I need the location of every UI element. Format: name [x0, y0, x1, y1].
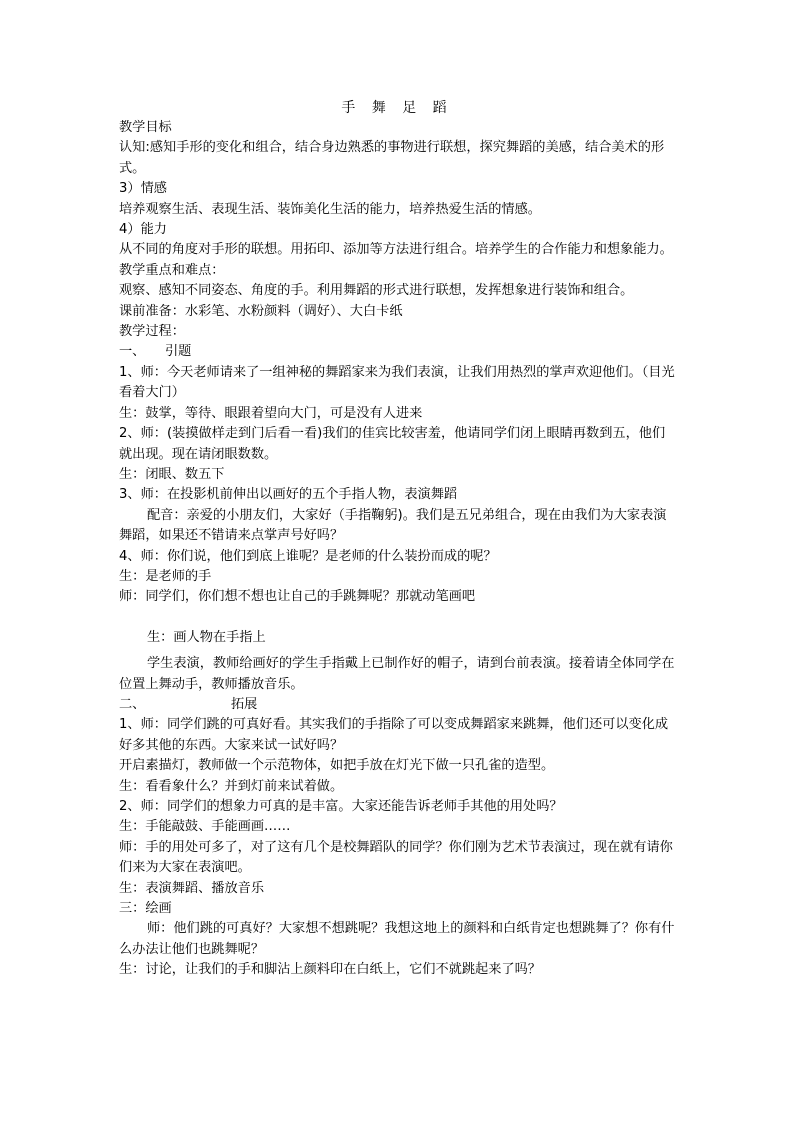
paragraph: 生：讨论，让我们的手和脚沾上颜料印在白纸上，它们不就跳起来了吗？ [119, 962, 541, 978]
keypoints-text: 观察、感知不同姿态、角度的手。利用舞蹈的形式进行联想，发挥想象进行装饰和组合。 [119, 283, 634, 299]
emotion-heading: 3）情感 [119, 181, 167, 197]
goals-heading: 教学目标 [119, 120, 172, 135]
section-3-heading: 三：绘画 [119, 901, 172, 917]
paragraph: 1、师：同学们跳的可真好看。其实我们的手指除了可以变成舞蹈家来跳舞，他们还可以变化成好多其他的东西。大家来试一试好吗？ [119, 717, 669, 753]
ability-text: 从不同的角度对手形的联想。用拓印、添加等方法进行组合。培养学生的合作能力和想象能力。 [119, 242, 673, 258]
paragraph: 3、师：在投影机前伸出以画好的五个手指人物，表演舞蹈 [119, 487, 458, 503]
paragraph: 生：是老师的手 [119, 568, 212, 584]
paragraph: 生：表演舞蹈、播放音乐 [119, 880, 265, 896]
blank-line [119, 608, 675, 628]
paragraph: 生：闭眼、数五下 [119, 466, 225, 482]
paragraph: 师：手的用处可多了，对了这有几个是校舞蹈队的同学？你们刚为艺术节表演过，现在就有请你们来为大家在表演吧。 [119, 839, 673, 876]
section-1-heading [119, 342, 675, 362]
process-heading: 教学过程： [119, 324, 185, 340]
paragraph: 开启素描灯，教师做一个示范物体，如把手放在灯光下做一只孔雀的造型。 [119, 758, 555, 774]
emotion-text: 培养观察生活、表现生活、装饰美化生活的能力，培养热爱生活的情感。 [119, 201, 541, 217]
section-1-number: 一、 [119, 344, 146, 360]
document-body [119, 118, 675, 981]
paragraph: 1、师：今天老师请来了一组神秘的舞蹈家来为我们表演，让我们用热烈的掌声欢迎他们。（目光看着大门） [119, 364, 675, 401]
paragraph: 2、师：同学们的想象力可真的是丰富。大家还能告诉老师手其他的用处吗？ [119, 799, 563, 814]
paragraph: 生：看看象什么？并到灯前来试着做。 [119, 778, 344, 794]
section-2-heading [119, 695, 675, 715]
preparation-text: 课前准备：水彩笔、水粉颜料（调好）、大白卡纸 [119, 303, 403, 319]
paragraph: 4、师：你们说，他们到底上谁呢？是老师的什么装扮而成的呢？ [119, 548, 497, 564]
document-title: 手 舞 足 蹈 [341, 100, 453, 116]
section-2-number: 二、 [119, 696, 146, 712]
cognition-text: 认知:感知手形的变化和组合，结合身边熟悉的事物进行联想，探究舞蹈的美感，结合美术的形式。 [119, 140, 665, 176]
paragraph: 生：鼓掌，等待、眼跟着望向大门，可是没有人进来 [119, 405, 423, 421]
keypoints-heading: 教学重点和难点： [119, 262, 225, 278]
paragraph: 师：同学们，你们想不想也让自己的手跳舞呢？那就动笔画吧 [119, 589, 476, 605]
paragraph: 2、师：(装摸做样走到门后看一看)我们的佳宾比较害羞，他请同学们闭上眼睛再数到五，他们就出现。现在请闭眼数数。 [119, 426, 666, 462]
paragraph: 生：画人物在手指上 [147, 629, 266, 645]
paragraph: 配音：亲爱的小朋友们，大家好（手指鞠躬)。我们是五兄弟组合，现在由我们为大家表演舞蹈，如果还不错请来点掌声号好吗？ [119, 507, 667, 544]
ability-heading: 4）能力 [119, 222, 167, 238]
paragraph: 师：他们跳的可真好？大家想不想跳呢？我想这地上的颜料和白纸肯定也想跳舞了？你有什么办法让他们也跳舞呢？ [119, 921, 675, 957]
paragraph: 学生表演，教师给画好的学生手指戴上已制作好的帽子，请到台前表演。接着请全体同学在位置上舞动手，教师播放音乐。 [119, 656, 675, 692]
section-2-title: 拓展 [231, 696, 258, 712]
section-1-title: 引题 [165, 344, 192, 360]
paragraph: 生：手能敲鼓、手能画画…… [119, 819, 291, 835]
